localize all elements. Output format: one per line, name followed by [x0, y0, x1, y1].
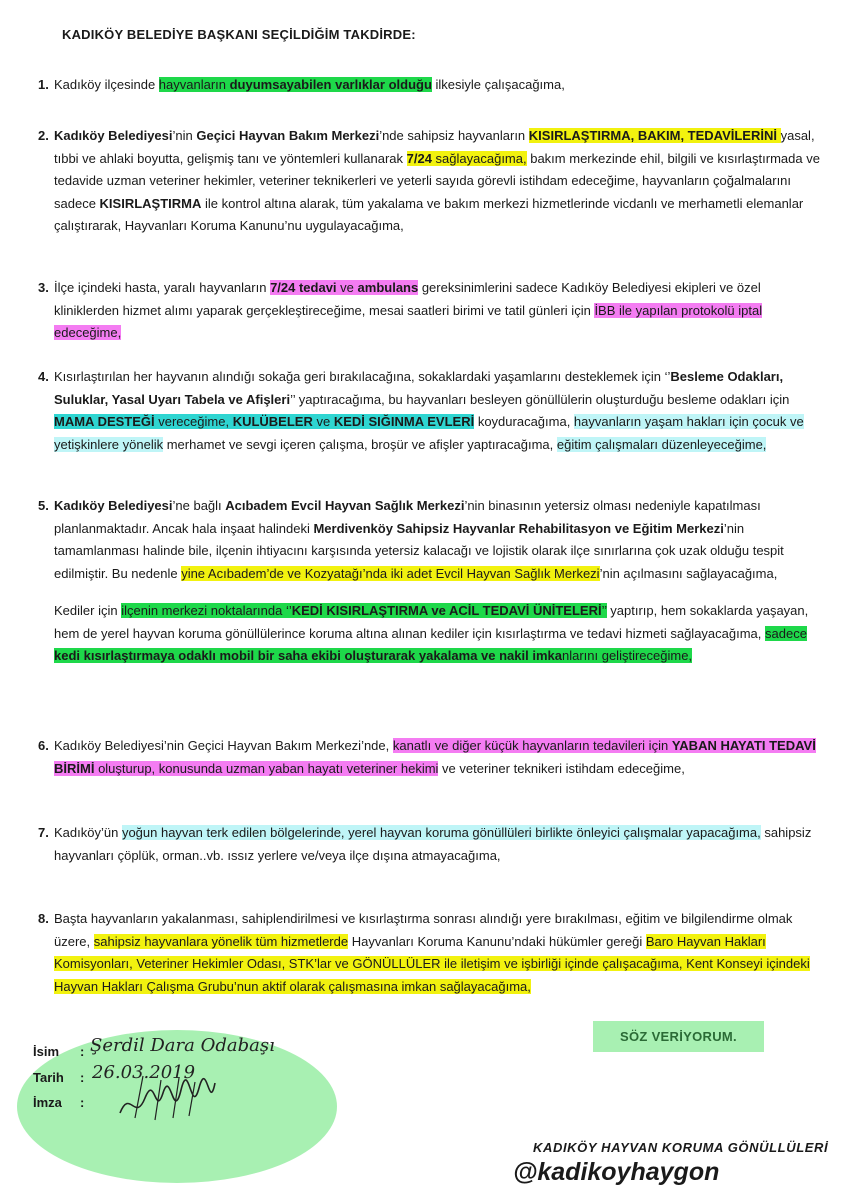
text-segment: hayvanların yaşam hakları için çocuk ve yetişkinlere yönelik [54, 414, 804, 452]
text-segment: hayvanların [158, 77, 230, 92]
text-segment: Kısırlaştırılan her hayvanın alındığı sokağa geri bırakılacağına, sokaklardaki yaşamlarını desteklemek için ‘’ [54, 369, 671, 384]
text-segment: kanatlı ve diğer küçük hayvanların tedavileri için [392, 738, 672, 753]
sign-label: İmza [33, 1095, 62, 1110]
text-segment: Kadıköy Belediyesi [54, 498, 173, 513]
text-segment: bakım merkezinde ehil, bilgili ve kısırlaştırmada ve tedavide uzman veteriner hekimler, veteriner teknikerleri ve yeterli sayıda görevli istihdam edeceğime, hayvanların çoğalmalarını sadece [54, 150, 820, 211]
item-text [54, 366, 828, 456]
text-segment: KEDİ SIĞINMA EVLERİ [333, 414, 475, 429]
item-text [54, 908, 828, 998]
text-segment: merhamet ve sevgi içeren çalışma, broşür ve afişler yaptıracağıma, [163, 436, 557, 452]
text-segment: sahipsiz hayvanlara yönelik tüm hizmetlerde [93, 933, 349, 949]
text-segment: KEDİ KISIRLAŞTIRMA ve ACİL TEDAVİ ÜNİTELERİ [291, 603, 602, 618]
pledge-item-3 [38, 277, 828, 345]
name-label: İsim [33, 1044, 60, 1059]
pledge-item-8 [38, 908, 828, 998]
text-segment: ’nin tamamlanması halinde bile, ilçenin ihtiyacını karşısında yetersiz kalacağı ve lojistik olarak ilçe sınırlarına çok uzak olduğu tespit edilmiştir. Bu nedenle [54, 520, 784, 581]
date-label: Tarih [33, 1070, 64, 1085]
pledge-badge: SÖZ VERİYORUM. [593, 1021, 764, 1052]
item-text [54, 125, 828, 238]
text-segment: Besleme Odakları, Suluklar, Yasal Uyarı Tabela ve Afişleri [54, 369, 784, 407]
text-segment: İlçe içindeki hasta, yaralı hayvanların [54, 280, 271, 295]
text-segment: Acıbadem Evcil Hayvan Sağlık Merkezi [225, 498, 465, 513]
pledge-item-2 [38, 125, 828, 238]
signature-scribble [115, 1068, 225, 1128]
item-text [54, 277, 828, 345]
text-segment: Kadıköy Belediyesi [54, 128, 173, 143]
text-segment: sadece [765, 625, 807, 641]
handwritten-name: Şerdil Dara Odabaşı [90, 1035, 275, 1056]
text-segment: yine Acıbadem’de ve Kozyatağı’nda iki adet Evcil Hayvan Sağlık Merkezi [181, 565, 600, 581]
text-segment: yaptırıp, hem sokaklarda yaşayan, hem de yerel hayvan koruma gönüllülerince koruma altına alınan kediler için kısırlaştırma ve tedavi hizmeti sağlayacağıma, [54, 603, 809, 641]
text-segment: ilkesiyle çalışacağıma, [431, 77, 565, 92]
footer-handle: @kadikoyhaygon [513, 1158, 720, 1186]
footer-organization: KADIKÖY HAYVAN KORUMA GÖNÜLLÜLERİ [533, 1140, 829, 1155]
item-number: 8. [38, 911, 49, 926]
text-segment: ambulans [357, 280, 419, 295]
text-segment: ve [312, 414, 334, 429]
text-segment: ’ne bağlı [172, 498, 226, 513]
colon: : [80, 1095, 85, 1110]
text-segment: Kadıköy ilçesinde [54, 77, 159, 92]
item-text [54, 735, 828, 780]
text-segment: sahipsiz hayvanları çöplük, orman..vb. ıssız yerlere ve/veya ilçe dışına atmayacağıma, [54, 825, 812, 863]
text-segment: ’nin açılmasını sağlayacağıma, [599, 565, 778, 581]
text-segment: ilçenin merkezi noktalarında ‘’ [121, 603, 292, 618]
colon: : [80, 1070, 85, 1085]
text-segment: 7/24 [406, 150, 432, 166]
text-segment: YABAN HAYATI TEDAVİ BİRİMİ [54, 738, 816, 776]
pledge-item-7 [38, 822, 828, 867]
text-segment: Kadıköy Belediyesi’nin Geçici Hayvan Bakım Merkezi’nde, [54, 738, 393, 753]
pledge-item-1 [38, 74, 828, 97]
pledge-item-4 [38, 366, 828, 456]
text-segment: ’nde sahipsiz hayvanların [379, 128, 529, 143]
item-text [54, 74, 828, 97]
text-segment: ve veteriner teknikeri istihdam edeceğime, [438, 760, 685, 776]
text-segment: Kadıköy’ün [54, 825, 122, 840]
text-segment: ’’ yaptıracağıma, bu hayvanları besleyen gönüllülerin oluşturduğu besleme odakları için [290, 391, 790, 407]
text-segment: KISIRLAŞTIRMA [99, 195, 202, 211]
handwritten-date: 26.03.2019 [92, 1062, 196, 1083]
colon: : [80, 1044, 85, 1059]
item-number: 2. [38, 128, 49, 143]
text-segment: koyduracağıma, [474, 414, 574, 429]
item-number: 3. [38, 280, 49, 295]
text-segment: gereksinimlerini sadece Kadıköy Belediyesi ekipleri ve özel kliniklerden hizmet alımı yaparak gerçekleştireceğime, mesai saatleri birimi ve tatil günleri için [54, 280, 761, 318]
text-segment: Kediler için [54, 603, 122, 618]
text-segment: KULÜBELER [232, 414, 313, 429]
text-segment: vereceğime, [154, 414, 233, 429]
item-number: 6. [38, 738, 49, 753]
item-number: 5. [38, 498, 49, 513]
text-segment: Merdivenköy Sahipsiz Hayvanlar Rehabilitasyon ve Eğitim Merkezi [313, 520, 724, 536]
text-segment: nlarını geliştireceğime, [561, 648, 693, 663]
text-segment: 7/24 tedavi [270, 280, 337, 295]
text-segment: ve [336, 280, 358, 295]
text-segment: eğitim çalışmaları düzenleyeceğime, [556, 436, 767, 452]
text-segment: kedi kısırlaştırmaya odaklı mobil bir saha ekibi oluşturarak yakalama ve nakil imka [54, 648, 562, 663]
text-segment: KISIRLAŞTIRMA, BAKIM, TEDAVİLERİNİ [528, 128, 781, 143]
item-text [54, 822, 828, 867]
pledge-item-5 [38, 495, 828, 668]
pledge-item-6 [38, 735, 828, 780]
text-segment: ’’ [601, 603, 607, 618]
item-text-continued [54, 600, 828, 668]
text-segment: duyumsayabilen varlıklar olduğu [229, 77, 432, 92]
item-number: 1. [38, 77, 49, 92]
item-number: 7. [38, 825, 49, 840]
text-segment: yasal, tıbbi ve ahlaki boyutta, gelişmiş tanı ve yöntemleri kullanarak [54, 128, 815, 166]
page-title: KADIKÖY BELEDİYE BAŞKANI SEÇİLDİĞİM TAKDİRDE: [62, 27, 416, 42]
text-segment: Geçici Hayvan Bakım Merkezi [196, 128, 380, 143]
text-segment: sağlayacağıma, [431, 150, 527, 166]
text-segment: MAMA DESTEĞİ [54, 414, 155, 429]
text-segment: Hayvanları Koruma Kanunu’ndaki hükümler gereği [348, 933, 646, 949]
text-segment: Baro Hayvan Hakları Komisyonları, Veteriner Hekimler Odası, STK’lar ve GÖNÜLLÜLER ile iletişim ve işbirliği içinde çalışacağıma, Kent Konseyi içindeki Hayvan Hakları Çalışma Grubu’nun aktif olarak çalışmasına imkan sağlayacağıma, [54, 933, 810, 994]
text-segment: yoğun hayvan terk edilen bölgelerinde, yerel hayvan koruma gönüllüleri birlikte önleyici çalışmalar yapacağıma, [121, 825, 761, 840]
item-text [54, 495, 828, 585]
text-segment: oluşturup, konusunda uzman yaban hayatı veteriner hekimi [94, 760, 439, 776]
text-segment: Başta hayvanların yakalanması, sahiplendirilmesi ve kısırlaştırma sonrası alındığı yere bırakılması, eğitim ve bilgilendirme olmak üzere, [54, 911, 793, 949]
text-segment: ile kontrol altına alarak, tüm yakalama ve bakım merkezi hizmetlerinde vicdanlı ve merhametli elemanlar çalıştırarak, Hayvanları Koruma Kanunu’nu uygulayacağıma, [54, 195, 804, 233]
text-segment: İBB ile yapılan protokolü iptal edeceğime, [54, 302, 763, 340]
item-number: 4. [38, 369, 49, 384]
text-segment: ’nin [172, 128, 197, 143]
text-segment: ’nin binasının yetersiz olması nedeniyle kapatılması planlanmaktadır. Ancak hala inşaat halindeki [54, 498, 761, 536]
